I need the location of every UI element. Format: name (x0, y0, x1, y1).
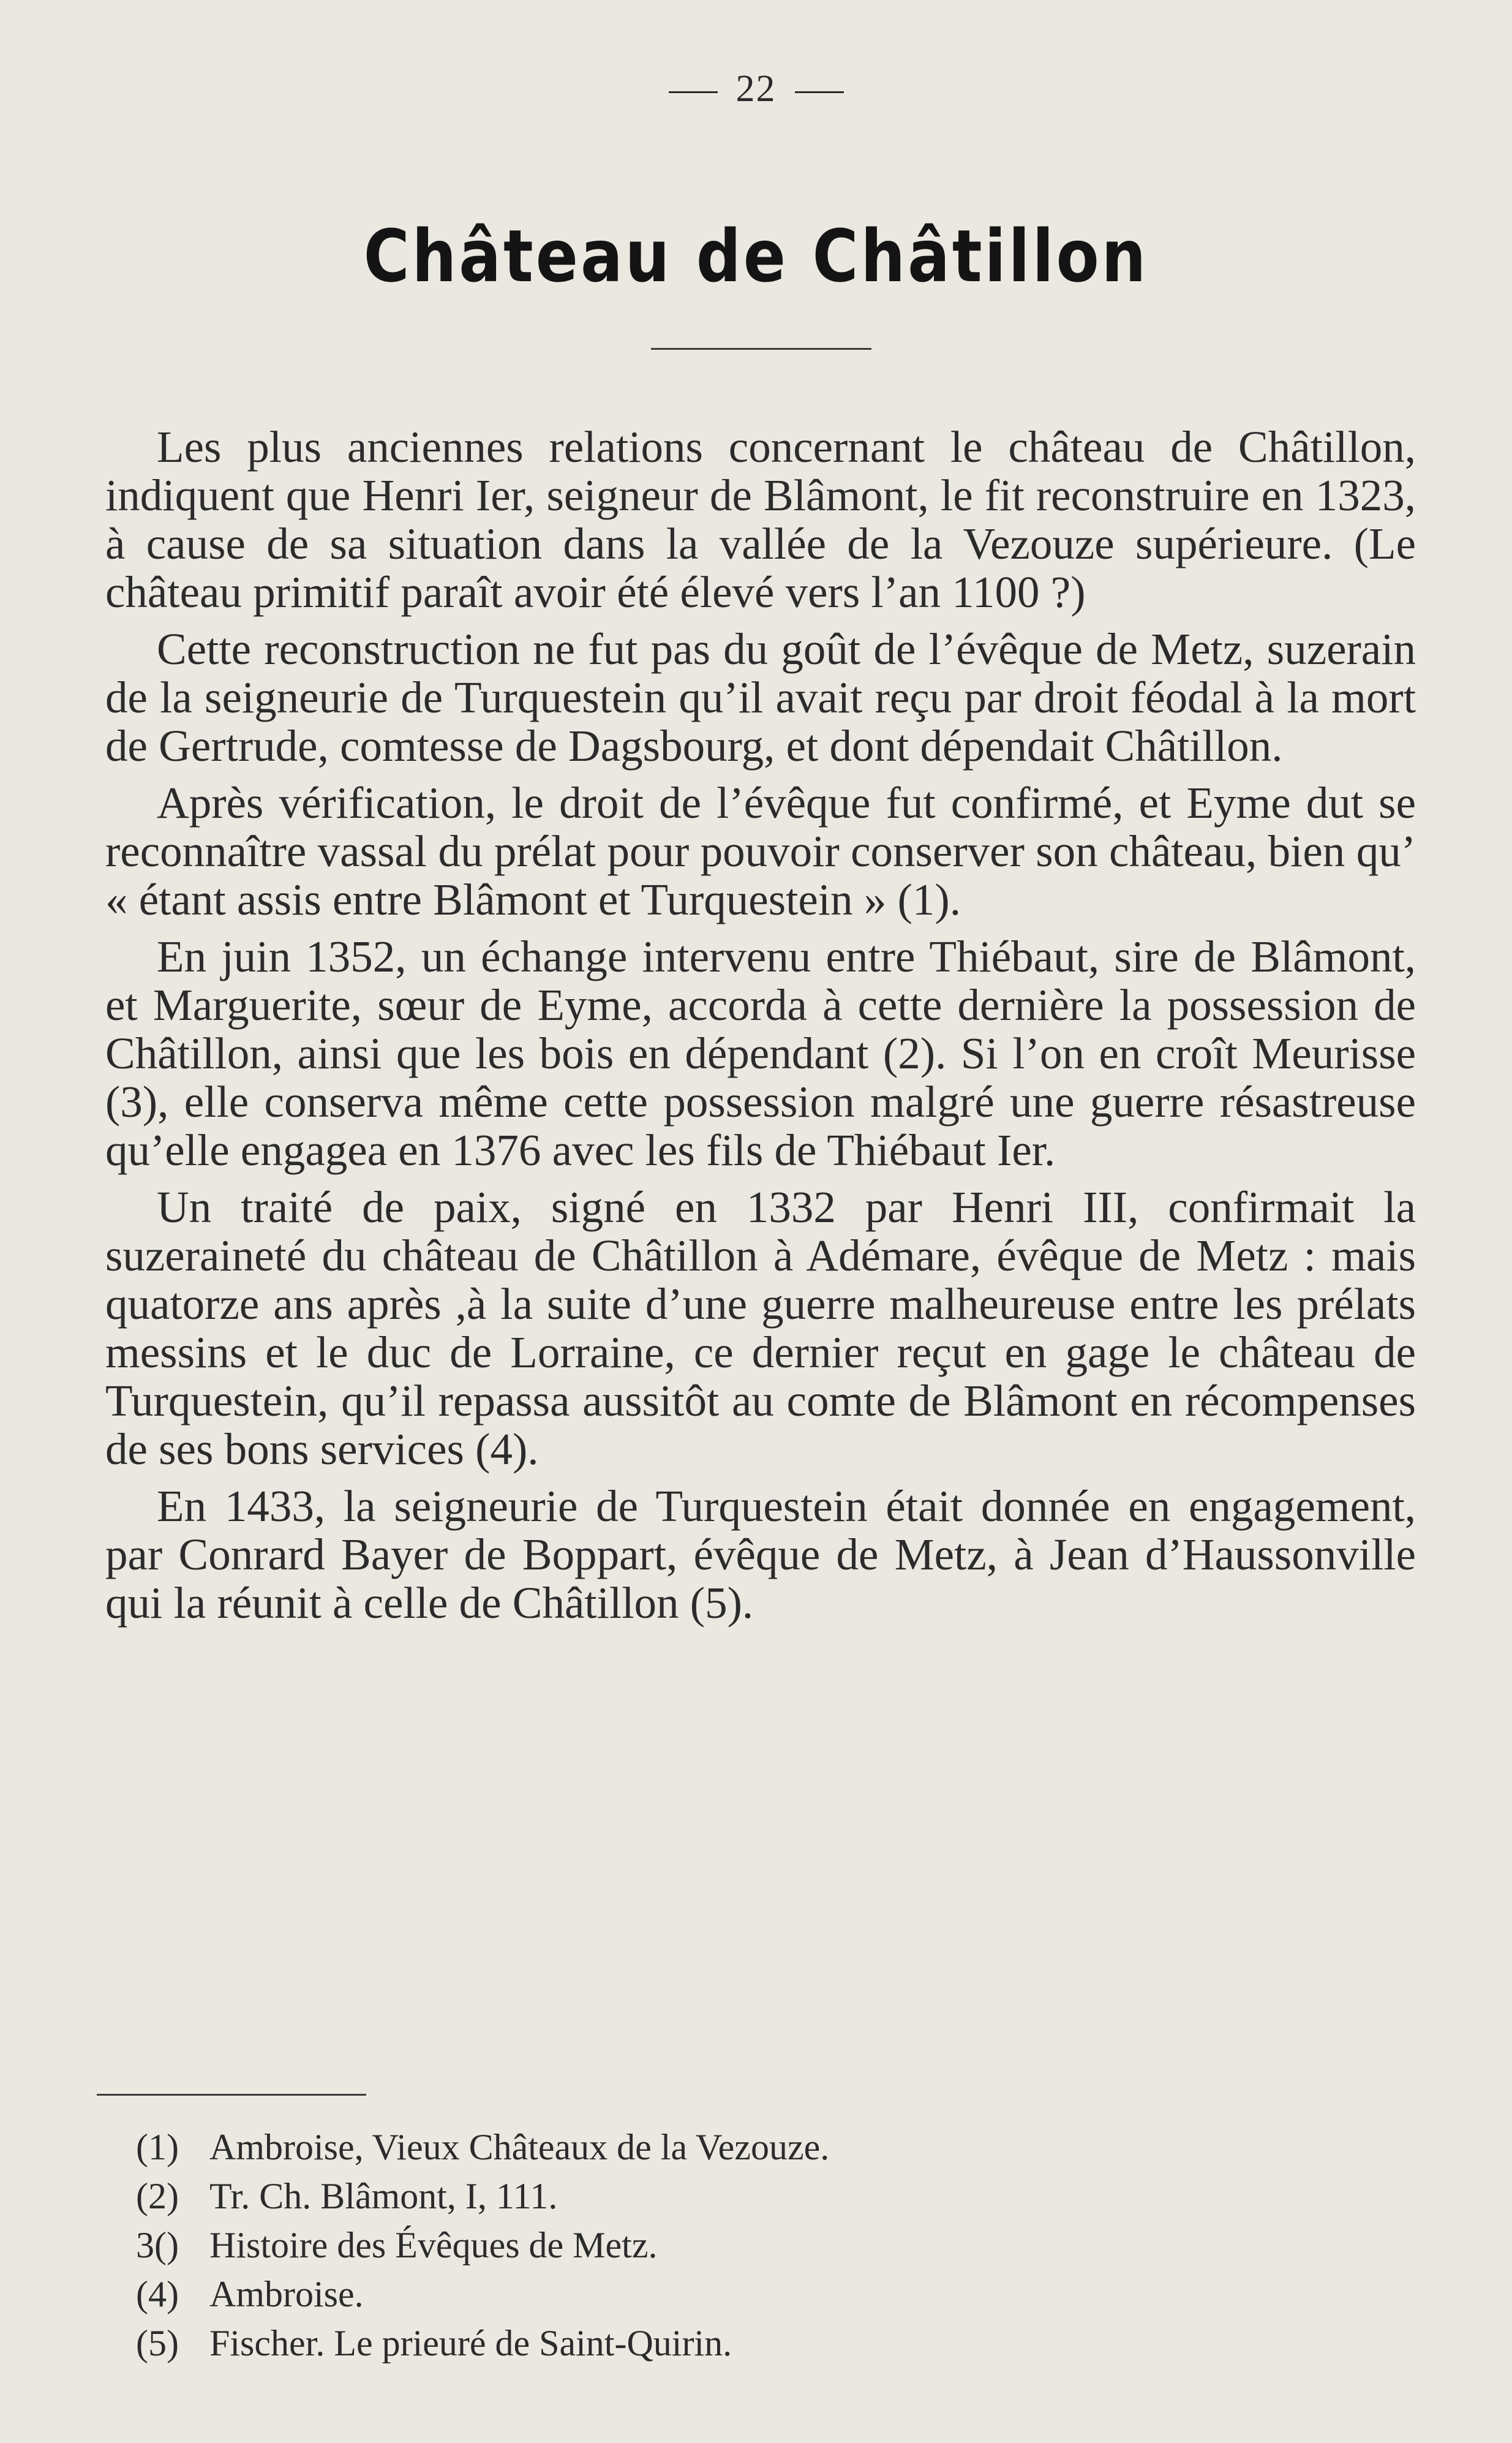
footnote-number: 3() (136, 2225, 179, 2265)
page-title: Château de Châtillon (363, 215, 1149, 299)
page-number (0, 67, 1512, 111)
page-number-value: 22 (735, 68, 777, 110)
footnote-item (136, 2172, 1299, 2221)
footnote-text: Ambroise, Vieux Châteaux de la Vezouze. (209, 2127, 830, 2167)
body-text (105, 423, 1416, 1636)
footnote-item (136, 2319, 1299, 2368)
footnote-text: Ambroise. (209, 2274, 364, 2314)
paragraph: Après vérification, le droit de l’évêque fut confirmé, et Eyme dut se reconnaître vassal du prélat pour pouvoir conserver son château, bien qu’ « étant assis entre Blâmont et Turquestein » (1). (105, 778, 1416, 924)
footnote-text: Histoire des Évêques de Metz. (209, 2225, 658, 2265)
footnote-number: (5) (136, 2323, 179, 2363)
footnote-number: (2) (136, 2176, 179, 2216)
footnote-item (136, 2270, 1299, 2319)
footnote-text: Fischer. Le prieuré de Saint-Quirin. (209, 2323, 732, 2363)
paragraph: Un traité de paix, signé en 1332 par Henri III, confirmait la suzeraineté du château de Châtillon à Adémare, évêque de Metz : mais quatorze ans après ,à la suite d’une guerre malheureuse entre les prélats messins et le duc de Lorraine, ce dernier reçut en gage le château de Turquestein, qu’il repassa aussitôt au comte de Blâmont en récompenses de ses bons services (4). (105, 1182, 1416, 1474)
paragraph: En 1433, la seigneurie de Turquestein était donnée en engagement, par Conrard Bayer de Boppart, évêque de Metz, à Jean d’Haussonville qui la réunit à celle de Châtillon (5). (105, 1481, 1416, 1628)
paragraph: Cette reconstruction ne fut pas du goût de l’évêque de Metz, suzerain de la seigneurie de Turquestein qu’il avait reçu par droit féodal à la mort de Gertrude, comtesse de Dagsbourg, et dont dépendait Châtillon. (105, 624, 1416, 771)
footnote-text: Tr. Ch. Blâmont, I, 111. (209, 2176, 558, 2216)
footnote-number: (4) (136, 2274, 179, 2314)
paragraph: En juin 1352, un échange intervenu entre Thiébaut, sire de Blâmont, et Marguerite, sœur de Eyme, accorda à cette dernière la possession de Châtillon, ainsi que les bois en dépendant (2). Si l’on en croît Meurisse (3), elle conserva même cette possession malgré une guerre résastreuse qu’elle engagea en 1376 avec les fils de Thiébaut Ier. (105, 932, 1416, 1175)
footnote-item (136, 2123, 1299, 2172)
footnote-divider (97, 2094, 366, 2096)
footnotes (136, 2123, 1299, 2368)
title-divider (651, 348, 871, 350)
footnote-item (136, 2221, 1299, 2270)
page-number-dash-left (669, 91, 718, 93)
page-number-dash-right (795, 91, 844, 93)
footnote-number: (1) (136, 2127, 179, 2167)
paragraph: Les plus anciennes relations concernant le château de Châtillon, indiquent que Henri Ier, seigneur de Blâmont, le fit reconstruire en 1323, à cause de sa situation dans la vallée de la Vezouze supérieure. (Le château primitif paraît avoir été élevé vers l’an 1100 ?) (105, 422, 1416, 617)
